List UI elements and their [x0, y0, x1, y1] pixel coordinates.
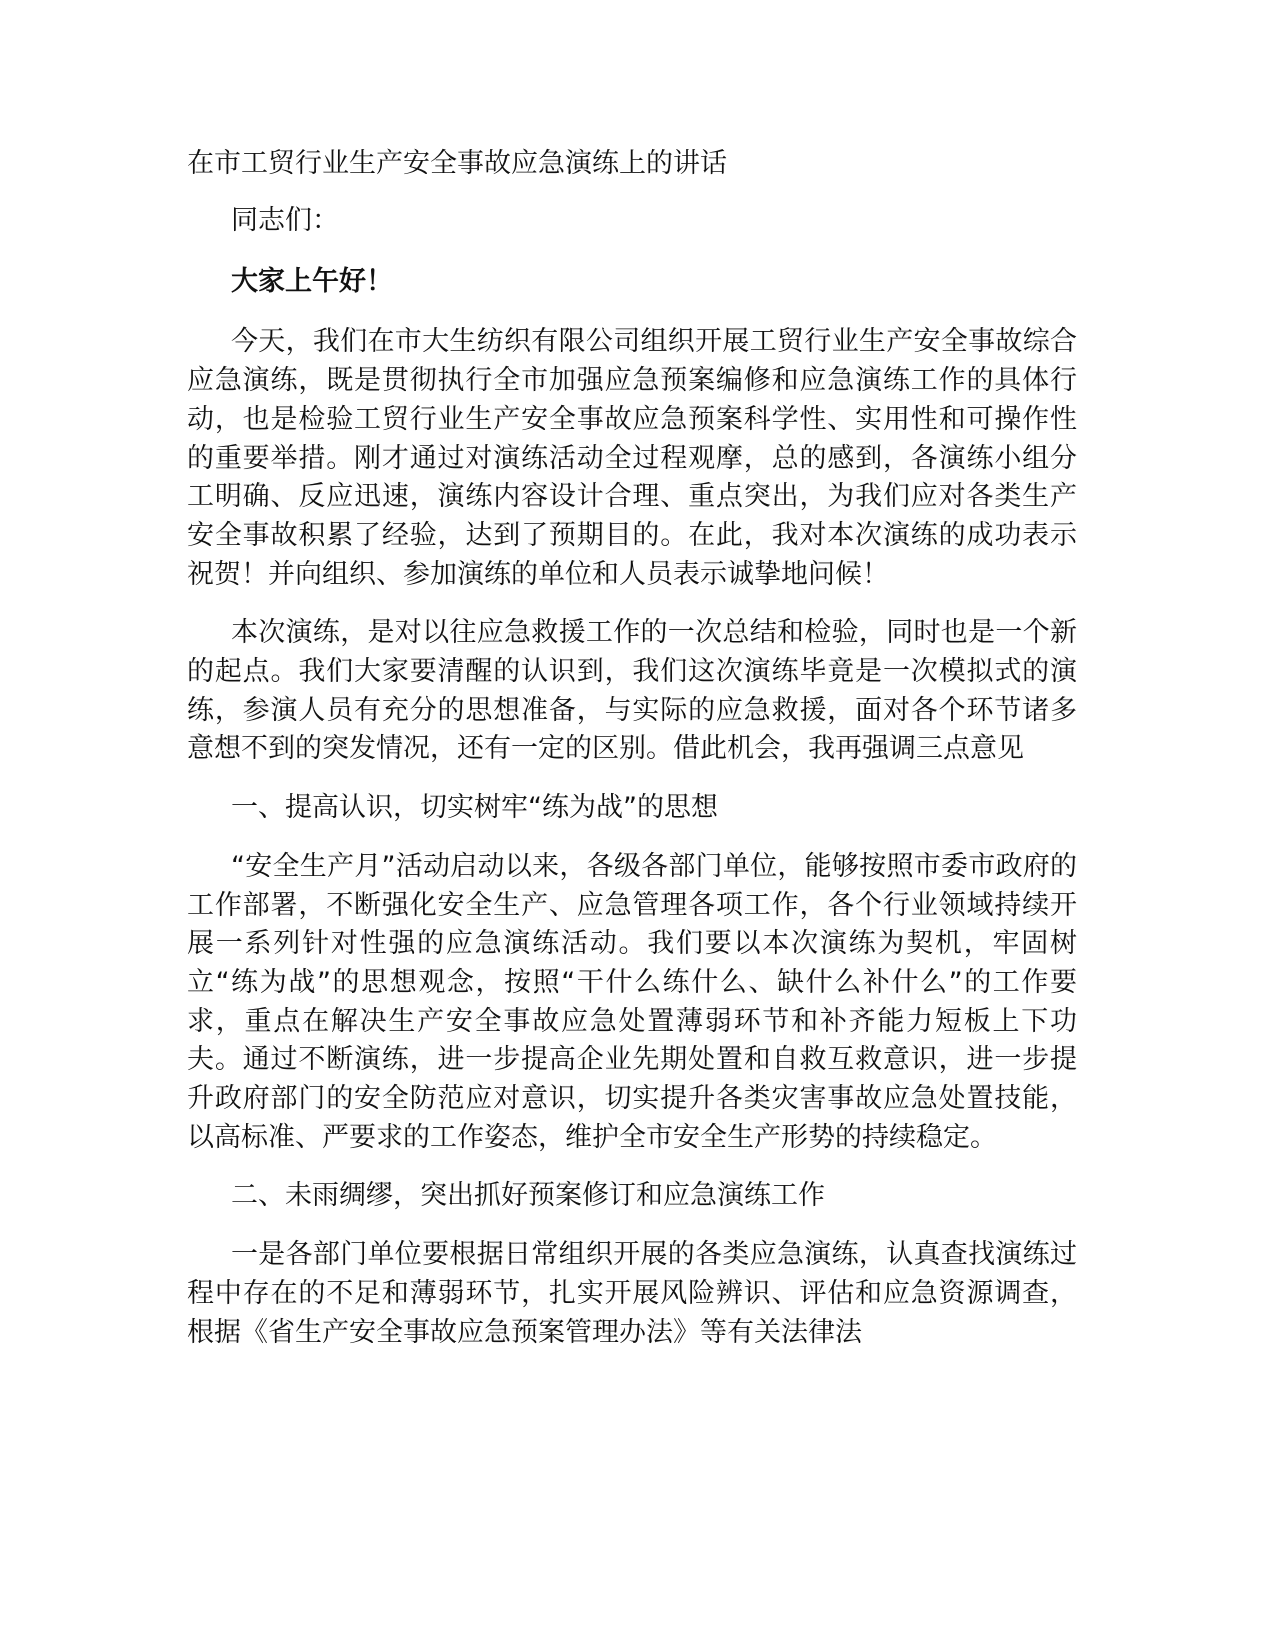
- section-2-heading: 二、未雨绸缪，突出抓好预案修订和应急演练工作: [231, 1180, 825, 1212]
- paragraph-summary: 本次演练，是对以往应急救援工作的一次总结和检验，同时也是一个新的起点。我们大家要清醒的认识到，我们这次演练毕竟是一次模拟式的演练，参演人员有充分的思想准备，与实际的应急救援，面对各个环节诸多意想不到的突发情况，还有一定的区别。借此机会，我再强调三点意见: [187, 617, 1077, 765]
- paragraph-opening: 今天，我们在市大生纺织有限公司组织开展工贸行业生产安全事故综合应急演练，既是贯彻执行全市加强应急预案编修和应急演练工作的具体行动，也是检验工贸行业生产安全事故应急预案科学性、实用性和可操作性的重要举措。刚才通过对演练活动全过程观摩，总的感到，各演练小组分工明确、反应迅速，演练内容设计合理、重点突出，为我们应对各类生产安全事故积累了经验，达到了预期目的。在此，我对本次演练的成功表示祝贺！并向组织、参加演练的单位和人员表示诚挚地问候！: [187, 326, 1077, 590]
- salutation: 同志们：: [231, 205, 339, 236]
- document-title: 在市工贸行业生产安全事故应急演练上的讲话: [187, 148, 727, 179]
- section-1-heading: 一、提高认识，切实树牢“练为战”的思想: [231, 792, 718, 824]
- section-1-body: “安全生产月”活动启动以来，各级各部门单位，能够按照市委市政府的工作部署，不断强化安全生产、应急管理各项工作，各个行业领域持续开展一系列针对性强的应急演练活动。我们要以本次演练为契机，牢固树立“练为战”的思想观念，按照“干什么练什么、缺什么补什么”的工作要求，重点在解决生产安全事故应急处置薄弱环节和补齐能力短板上下功夫。通过不断演练，进一步提高企业先期处置和自救互救意识，进一步提升政府部门的安全防范应对意识，切实提升各类灾害事故应急处置技能，以高标准、严要求的工作姿态，维护全市安全生产形势的持续稳定。: [187, 850, 1077, 1153]
- greeting: 大家上午好！: [231, 265, 393, 297]
- document-body: [187, 146, 1077, 1372]
- section-2-body: 一是各部门单位要根据日常组织开展的各类应急演练，认真查找演练过程中存在的不足和薄弱环节，扎实开展风险辨识、评估和应急资源调查，根据《省生产安全事故应急预案管理办法》等有关法律法: [187, 1239, 1077, 1348]
